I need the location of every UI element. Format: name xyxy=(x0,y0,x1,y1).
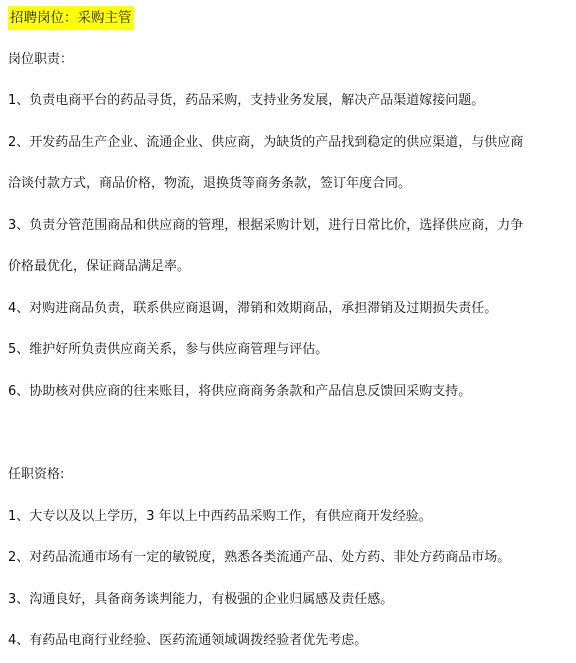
duty-item-2: 2、开发药品生产企业、流通企业、供应商，为缺货的产品找到稳定的供应渠道，与供应商 xyxy=(8,135,524,150)
qualifications-heading: 任职资格: xyxy=(8,467,65,482)
duty-item-3: 3、负责分管范围商品和供应商的管理，根据采购计划，进行日常比价，选择供应商，力争 xyxy=(8,218,524,233)
duty-item-5: 5、维护好所负责供应商关系，参与供应商管理与评估。 xyxy=(8,342,329,357)
duty-item-3-continued: 价格最优化，保证商品满足率。 xyxy=(8,259,191,274)
duty-item-4: 4、对购进商品负责，联系供应商退调，滞销和效期商品，承担滞销及过期损失责任。 xyxy=(8,301,498,316)
qualification-item-3: 3、沟通良好，具备商务谈判能力，有极强的企业归属感及责任感。 xyxy=(8,592,394,607)
qualification-item-2: 2、对药品流通市场有一定的敏锐度，熟悉各类流通产品、处方药、非处方药商品市场。 xyxy=(8,550,511,565)
duty-item-1: 1、负责电商平台的药品寻货，药品采购，支持业务发展，解决产品渠道嫁接问题。 xyxy=(8,93,485,108)
qualification-item-4: 4、有药品电商行业经验、医药流通领域调拨经验者优先考虑。 xyxy=(8,633,368,648)
qualification-item-1: 1、大专以及以上学历，3 年以上中西药品采购工作，有供应商开发经验。 xyxy=(8,509,432,524)
duties-heading: 岗位职责： xyxy=(8,52,74,67)
duty-item-6: 6、协助核对供应商的往来账目，将供应商商务条款和产品信息反馈回采购支持。 xyxy=(8,384,472,399)
job-title-highlight: 招聘岗位：采购主管 xyxy=(8,6,134,30)
duty-item-2-continued: 洽谈付款方式，商品价格，物流，退换货等商务条款，签订年度合同。 xyxy=(8,176,412,191)
